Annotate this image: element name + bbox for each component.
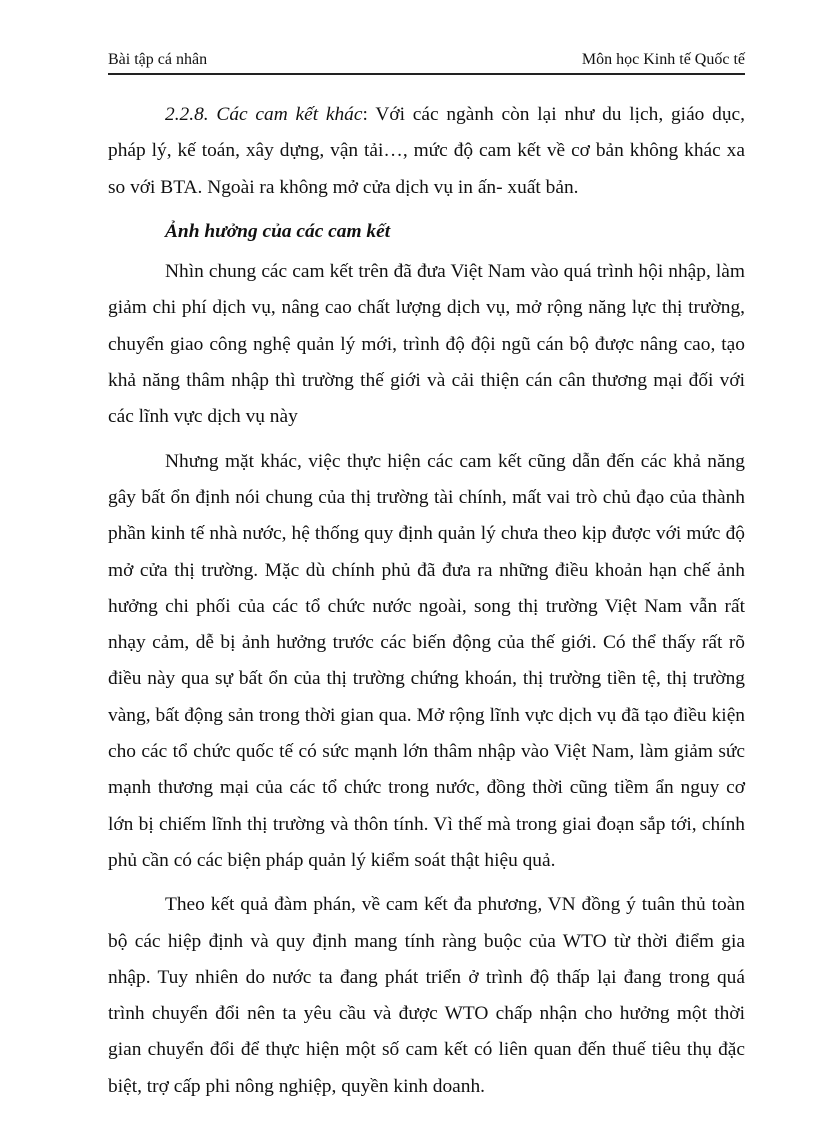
header-right-title: Môn học Kinh tế Quốc tế xyxy=(581,51,745,68)
subheading-impact: Ảnh hưởng của các cam kết xyxy=(165,220,391,242)
header-left-title: Bài tập cá nhân xyxy=(108,51,208,68)
paragraph-risks: Nhưng mặt khác, việc thực hiện các cam kết cũng dẫn đến các khả năng gây bất ổn định nói chung của thị trường tài chính, mất vai trò chủ đạo của thành phần kinh tế nhà nước, hệ thống quy định quản lý chưa theo kịp được với mức độ mở cửa thị trường. Mặc dù chính phủ đã đưa ra những điều khoản hạn chế ảnh hưởng chi phối của các tổ chức nước ngoài, song thị trường Việt Nam vẫn rất nhạy cảm, dễ bị ảnh hưởng trước các biến động của thế giới. Có thể thấy rất rõ điều này qua sự bất ổn của thị trường chứng khoán, thị trường tiền tệ, thị trường vàng, bất động sản trong thời gian qua. Mở rộng lĩnh vực dịch vụ đã tạo điều kiện cho các tổ chức quốc tế có sức mạnh lớn thâm nhập vào Việt Nam, làm giảm sức mạnh thương mại của các tổ chức trong nước, đồng thời cũng tiềm ẩn nguy cơ lớn bị chiếm lĩnh thị trường và thôn tính. Vì thế mà trong giai đoạn sắp tới, chính phủ cần có các biện pháp quản lý kiểm soát thật hiệu quả. xyxy=(108,450,745,871)
page-header xyxy=(108,51,745,75)
paragraph-multilateral: Theo kết quả đàm phán, về cam kết đa phương, VN đồng ý tuân thủ toàn bộ các hiệp định và quy định mang tính ràng buộc của WTO từ thời điểm gia nhập. Tuy nhiên do nước ta đang phát triển ở trình độ thấp lại đang trong quá trình chuyển đổi nên ta yêu cầu và được WTO chấp nhận cho hưởng một thời gian chuyển đổi để thực hiện một số cam kết có liên quan đến thuế tiêu thụ đặc biệt, trợ cấp phi nông nghiệp, quyền kinh doanh. xyxy=(108,894,745,1097)
section-2-2-8-text: : Với các ngành còn lại như du lịch, giáo dục, pháp lý, kế toán, xây dựng, vận tải…, mức độ cam kết về cơ bản không khác xa so với BTA. Ngoài ra không mở cửa dịch vụ in ấn- xuất bản. xyxy=(108,104,745,198)
page-body xyxy=(108,97,745,1113)
paragraph-overview: Nhìn chung các cam kết trên đã đưa Việt Nam vào quá trình hội nhập, làm giảm chi phí dịch vụ, nâng cao chất lượng dịch vụ, mở rộng năng lực thị trường, chuyển giao công nghệ quản lý mới, trình độ đội ngũ cán bộ được nâng cao, tạo khả năng thâm nhập thì trường thế giới và cải thiện cán cân thương mại đối với các lĩnh vực dịch vụ này xyxy=(108,261,745,428)
section-2-2-8-paragraph xyxy=(108,97,745,206)
section-2-2-8-label: 2.2.8. Các cam kết khác xyxy=(165,104,363,125)
